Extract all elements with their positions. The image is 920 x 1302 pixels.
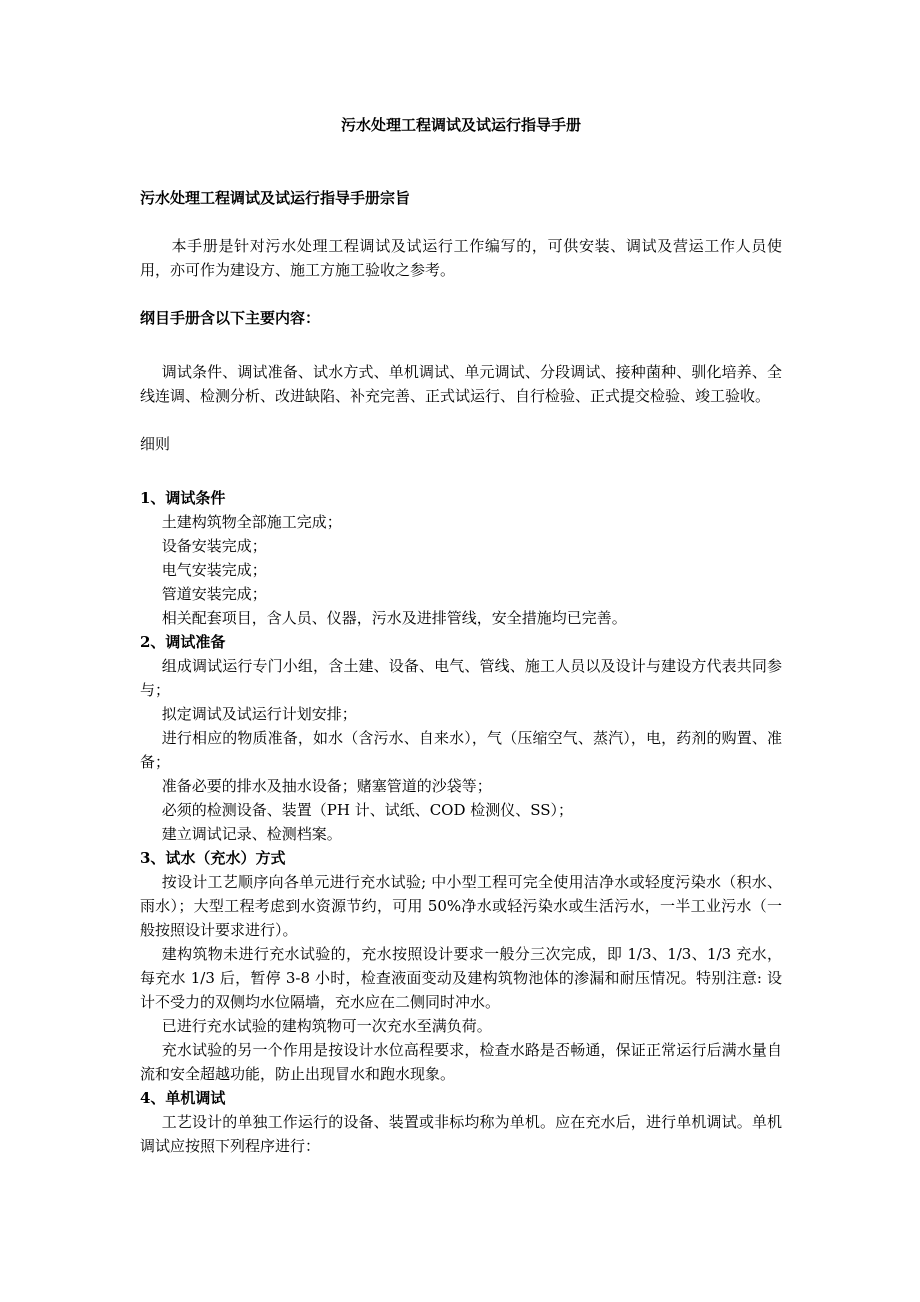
section-4-heading: 4、单机调试 — [140, 1089, 226, 1107]
section-3-paragraph: 充水试验的另一个作用是按设计水位高程要求，检查水路是否畅通，保证正常运行后满水量自流和安全超越功能，防止出现冒水和跑水现象。 — [140, 1041, 782, 1083]
section-4-paragraph: 工艺设计的单独工作运行的设备、装置或非标均称为单机。应在充水后，进行单机调试。单机调试应按照下列程序进行： — [140, 1113, 782, 1155]
section-2-item: 进行相应的物质准备，如水（含污水、自来水），气（压缩空气、蒸汽），电，药剂的购置、准备； — [140, 729, 782, 771]
section-3-paragraph: 按设计工艺顺序向各单元进行充水试验; 中小型工程可完全使用洁净水或轻度污染水（积水、雨水）；大型工程考虑到水资源节约，可用 50%净水或轻污染水或生活污水，一半工业污水（一般按照设计要求进行）。 — [140, 873, 782, 939]
section-1-heading: 1、调试条件 — [140, 489, 226, 507]
section-2-item: 建立调试记录、检测档案。 — [161, 825, 342, 843]
details-label: 细则 — [140, 435, 171, 453]
section-2-item: 拟定调试及试运行计划安排； — [161, 705, 357, 723]
section-1-item: 管道安装完成； — [161, 585, 267, 603]
outline-heading: 纲目手册含以下主要内容： — [140, 309, 321, 327]
section-1-item: 电气安装完成； — [161, 561, 267, 579]
section-3-paragraph: 已进行充水试验的建构筑物可一次充水至满负荷。 — [161, 1017, 492, 1035]
section-1-item: 设备安装完成； — [161, 537, 267, 555]
section-2-item: 必须的检测设备、装置（PH 计、试纸、COD 检测仪、SS）； — [161, 801, 574, 819]
section-3-heading: 3、试水（充水）方式 — [140, 849, 286, 867]
purpose-heading: 污水处理工程调试及试运行指导手册宗旨 — [140, 189, 411, 207]
section-2-item: 准备必要的排水及抽水设备；赌塞管道的沙袋等； — [161, 777, 492, 795]
section-1-item: 土建构筑物全部施工完成； — [161, 513, 342, 531]
document-title: 污水处理工程调试及试运行指导手册 — [340, 116, 581, 134]
purpose-paragraph: 本手册是针对污水处理工程调试及试运行工作编写的，可供安装、调试及营运工作人员使用，亦可作为建设方、施工方施工验收之参考。 — [140, 237, 782, 279]
section-1-item: 相关配套项目，含人员、仪器，污水及进排管线，安全措施均已完善。 — [161, 609, 627, 627]
outline-paragraph: 调试条件、调试准备、试水方式、单机调试、单元调试、分段调试、接种菌种、驯化培养、全线连调、检测分析、改进缺陷、补充完善、正式试运行、自行检验、正式提交检验、竣工验收。 — [140, 363, 782, 405]
section-2-item: 组成调试运行专门小组，含土建、设备、电气、管线、施工人员以及设计与建设方代表共同参与； — [140, 657, 782, 699]
document-body — [140, 113, 782, 1158]
section-2-heading: 2、调试准备 — [140, 633, 226, 651]
section-3-paragraph: 建构筑物未进行充水试验的，充水按照设计要求一般分三次完成，即 1/3、1/3、1/3 充水，每充水 1/3 后，暂停 3-8 小时，检查液面变动及建构筑物池体的渗漏和耐压情况。特别注意: 设计不受力的双侧均水位隔墙，充水应在二侧同时冲水。 — [140, 945, 782, 1011]
